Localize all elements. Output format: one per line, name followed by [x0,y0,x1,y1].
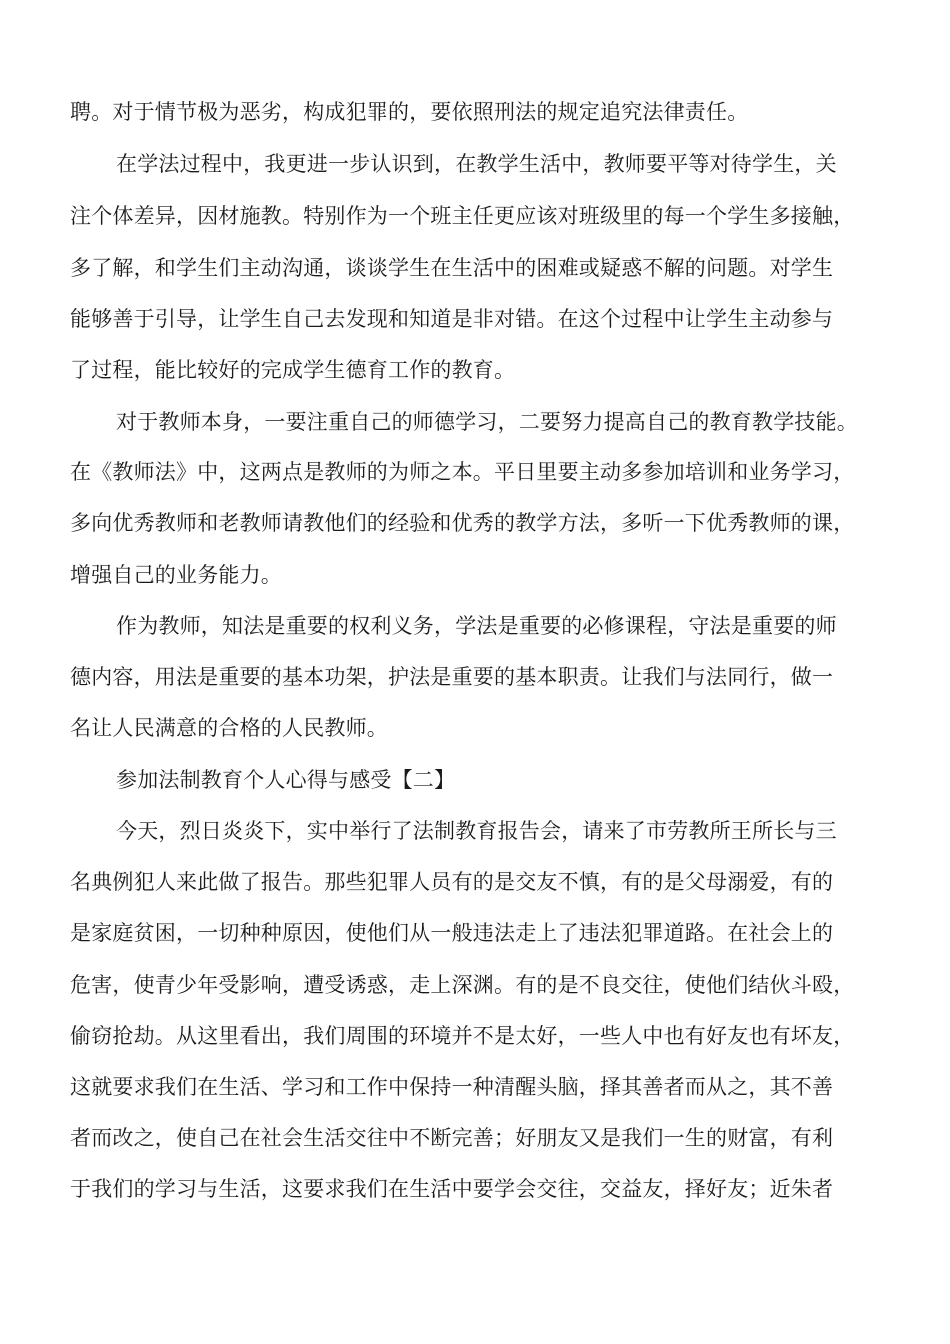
text-line: 今天，烈日炎炎下，实中举行了法制教育报告会，请来了市劳教所王所长与三 [116,819,837,843]
text-line: 名典例犯人来此做了报告。那些犯罪人员有的是交友不慎，有的是父母溺爱，有的 [70,870,834,894]
text-line: 对于教师本身，一要注重自己的师德学习，二要努力提高自己的教育教学技能。 [116,410,858,434]
text-line: 多向优秀教师和老教师请教他们的经验和优秀的教学方法，多听一下优秀教师的课， [70,511,855,535]
text-line: 聘。对于情节极为恶劣，构成犯罪的，要依照刑法的规定追究法律责任。 [70,100,749,124]
text-line: 作为教师，知法是重要的权利义务，学法是重要的必修课程，守法是重要的师 [116,614,837,638]
text-line: 多了解，和学生们主动沟通，谈谈学生在生活中的困难或疑惑不解的问题。对学生 [70,256,834,280]
text-line: 者而改之，使自己在社会生活交往中不断完善；好朋友又是我们一生的财富，有利 [70,1126,834,1150]
text-line: 于我们的学习与生活，这要求我们在生活中要学会交往，交益友，择好友；近朱者 [70,1177,834,1201]
section-heading: 参加法制教育个人心得与感受【二】 [116,768,456,792]
text-line: 危害，使青少年受影响，遭受诱惑，走上深渊。有的是不良交往，使他们结伙斗殴， [70,973,855,997]
text-line: 增强自己的业务能力。 [70,563,282,587]
text-line: 在《教师法》中，这两点是教师的为师之本。平日里要主动多参加培训和业务学习， [70,460,855,484]
text-line: 能够善于引导，让学生自己去发现和知道是非对错。在这个过程中让学生主动参与 [70,307,834,331]
text-line: 注个体差异，因材施教。特别作为一个班主任更应该对班级里的每一个学生多接触， [70,204,855,228]
text-line: 偷窃抢劫。从这里看出，我们周围的环境并不是太好，一些人中也有好友也有坏友， [70,1024,855,1048]
text-line: 德内容，用法是重要的基本功架，护法是重要的基本职责。让我们与法同行，做一 [70,665,834,689]
text-line: 这就要求我们在生活、学习和工作中保持一种清醒头脑，择其善者而从之，其不善 [70,1075,834,1099]
text-line: 名让人民满意的合格的人民教师。 [70,716,388,740]
text-line: 是家庭贫困，一切种种原因，使他们从一般违法走上了违法犯罪道路。在社会上的 [70,921,834,945]
text-line: 在学法过程中，我更进一步认识到，在教学生活中，教师要平等对待学生，关 [116,152,837,176]
text-line: 了过程，能比较好的完成学生德育工作的教育。 [70,358,516,382]
